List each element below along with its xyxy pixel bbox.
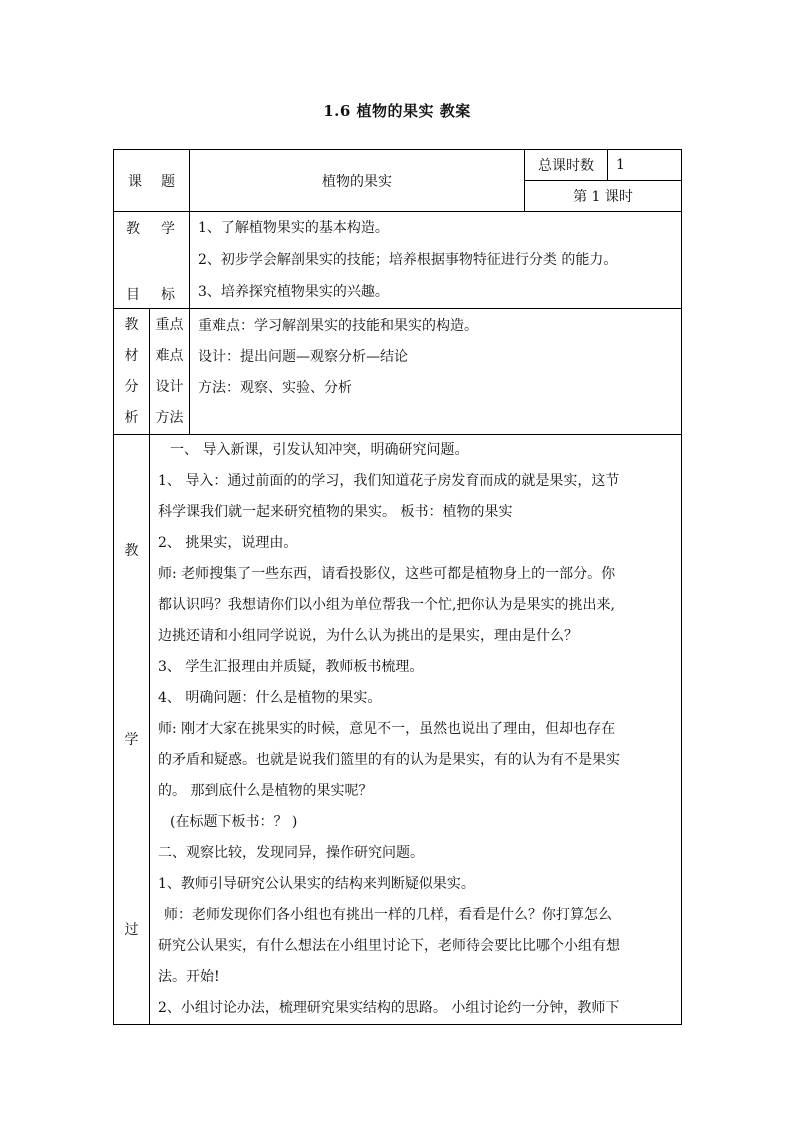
lesson-plan-table [113,149,682,1025]
goals-label-cell [114,212,190,309]
process-line: 3、 学生汇报理由并质疑，教师板书梳理。 [158,659,424,675]
process-line: 2、小组讨论办法，梳理研究果实结构的思路。 小组讨论约一分钟，教师下 [158,1000,620,1016]
process-label-cell [114,435,150,1025]
process-line: 师: 刚才大家在挑果实的时候，意见不一，虽然也说出了理由，但却也存在 [158,721,616,737]
header-row-1 [114,150,682,181]
materials-item: 重难点：学习解剖果实的技能和果实的构造。 [198,318,478,334]
materials-item: 方法：观察、实验、分析 [198,380,352,396]
total-hours-label: 总课时数 [538,158,594,174]
goals-content-cell [190,212,682,309]
topic-label-a: 课 [128,173,142,190]
goal-item: 1、了解植物果实的基本构造。 [198,220,389,236]
process-line: 1、 导入：通过前面的的学习，我们知道花子房发育而成的就是果实，这节 [158,473,620,489]
materials-sublabel: 方法 [155,409,184,426]
materials-label-cell [114,309,150,435]
materials-sublabel: 重点 [155,316,184,333]
process-line: 研究公认果实，有什么想法在小组里讨论下，老师待会要比比哪个小组有想 [158,938,620,954]
goals-label-top-b: 学 [161,221,175,237]
process-label-char: 过 [124,922,139,939]
process-line: 师：老师发现你们各小组也有挑出一样的几样，看看是什么？你打算怎么 [164,907,612,923]
process-line: 都认识吗？我想请你们以小组为单位帮我一个忙,把你认为是果实的挑出来, [158,597,615,613]
materials-content-cell [190,309,682,435]
materials-item: 设计：提出问题—观察分析—结论 [198,349,408,365]
process-row [114,435,682,1025]
topic-label-b: 题 [161,173,175,190]
process-line: 边挑还请和小组同学说说，为什么认为挑出的是果实，理由是什么？ [158,628,578,644]
goal-item: 2、初步学会解剖果实的技能；培养根据事物特征进行分类 的能力。 [198,252,618,268]
goal-item: 3、培养探究植物果实的兴趣。 [198,284,389,300]
process-line: 科学课我们就一起来研究植物的果实。 板书：植物的果实 [158,504,513,520]
process-line: 2、 挑果实，说理由。 [158,535,298,551]
topic-value-cell [190,150,525,212]
current-hour: 第 1 课时 [573,189,633,205]
topic-label-cell [114,150,190,212]
materials-label-char: 教 [124,316,139,333]
total-hours-value-cell [608,150,682,181]
topic-value: 植物的果实 [322,173,392,190]
current-hour-cell [525,181,682,212]
goals-row [114,212,682,309]
materials-label-char: 分 [124,378,139,395]
goals-label-bottom-a: 目 [126,287,140,303]
materials-sublabel: 设计 [155,378,184,395]
goals-label-bottom-b: 标 [161,287,175,303]
goals-label-top-a: 教 [126,221,140,237]
process-line: 的。 那到底什么是植物的果实呢？ [158,783,373,799]
process-line: 的矛盾和疑惑。也就是说我们篮里的有的认为是果实，有的认为有不是果实 [158,752,620,768]
materials-label-char: 析 [124,409,139,426]
process-line: 4、 明确问题：什么是植物的果实。 [158,690,382,706]
process-label-char: 学 [124,732,139,749]
process-content-cell [150,435,682,1025]
process-line: 师: 老师搜集了一些东西，请看投影仪，这些可都是植物身上的一部分。你 [158,566,616,582]
process-line: 二、观察比较，发现同异，操作研究问题。 [158,845,424,861]
materials-sublabel: 难点 [155,347,184,364]
materials-row [114,309,682,435]
total-hours-value: 1 [616,157,625,173]
materials-label-char: 材 [124,347,139,364]
materials-sublabel-cell [150,309,190,435]
process-line: 法。开始! [158,969,220,985]
total-hours-label-cell [525,150,608,181]
process-line: 一、 导入新课，引发认知冲突，明确研究问题。 [170,442,469,458]
process-line: (在标题下板书：？ ) [170,814,298,830]
process-label-char: 教 [124,542,139,559]
document-title: 1.6 植物的果实 教案 [323,102,471,120]
process-line: 1、教师引导研究公认果实的结构来判断疑似果实。 [158,876,475,892]
